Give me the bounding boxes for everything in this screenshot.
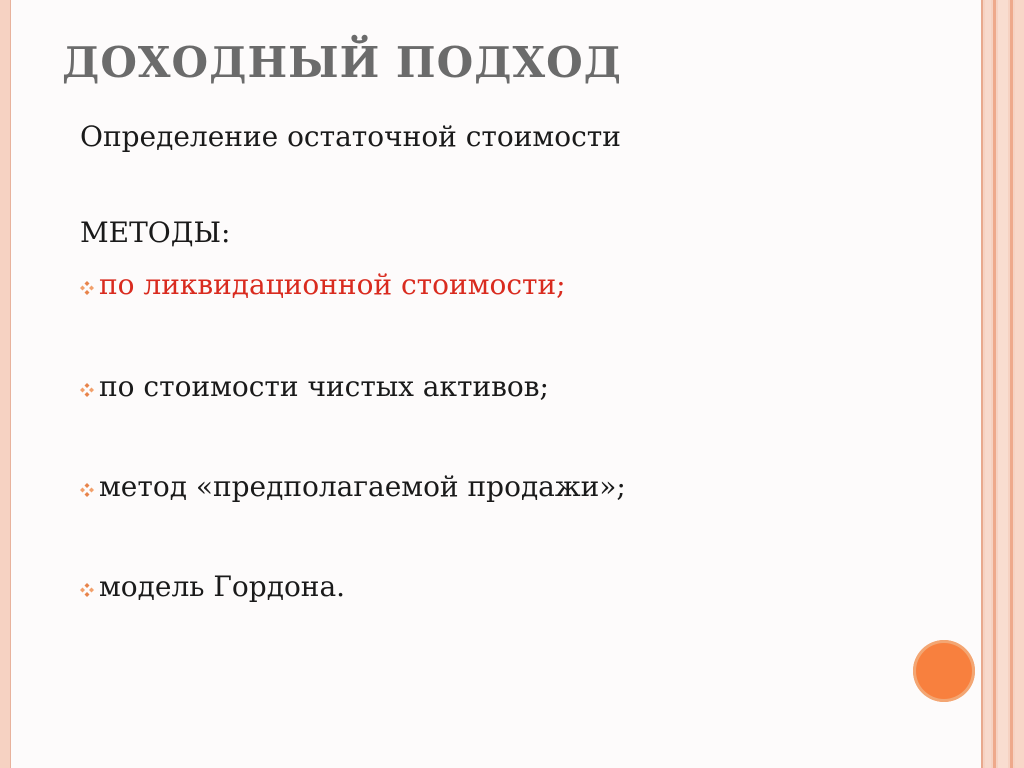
method-text: по ликвидационной стоимости; <box>99 268 566 301</box>
method-item <box>78 470 626 503</box>
method-text: метод «предполагаемой продажи»; <box>99 470 626 503</box>
slide-title: ДОХОДНЫЙ ПОДХОД <box>62 38 623 87</box>
method-item <box>78 570 345 603</box>
diamond-cluster-icon <box>78 279 96 297</box>
methods-heading: МЕТОДЫ: <box>80 216 231 249</box>
method-text: по стоимости чистых активов; <box>99 370 549 403</box>
method-text: модель Гордона. <box>99 570 346 603</box>
border-stripe <box>1015 0 1024 768</box>
orange-circle-decoration <box>913 640 975 702</box>
diamond-cluster-icon <box>78 481 96 499</box>
border-stripe <box>998 0 1008 768</box>
diamond-cluster-icon <box>78 381 96 399</box>
slide-subtitle: Определение остаточной стоимости <box>80 120 621 153</box>
method-item <box>78 268 566 301</box>
border-stripe <box>985 0 991 768</box>
border-stripe <box>1010 0 1013 768</box>
method-item <box>78 370 549 403</box>
diamond-cluster-icon <box>78 581 96 599</box>
border-stripe <box>993 0 996 768</box>
